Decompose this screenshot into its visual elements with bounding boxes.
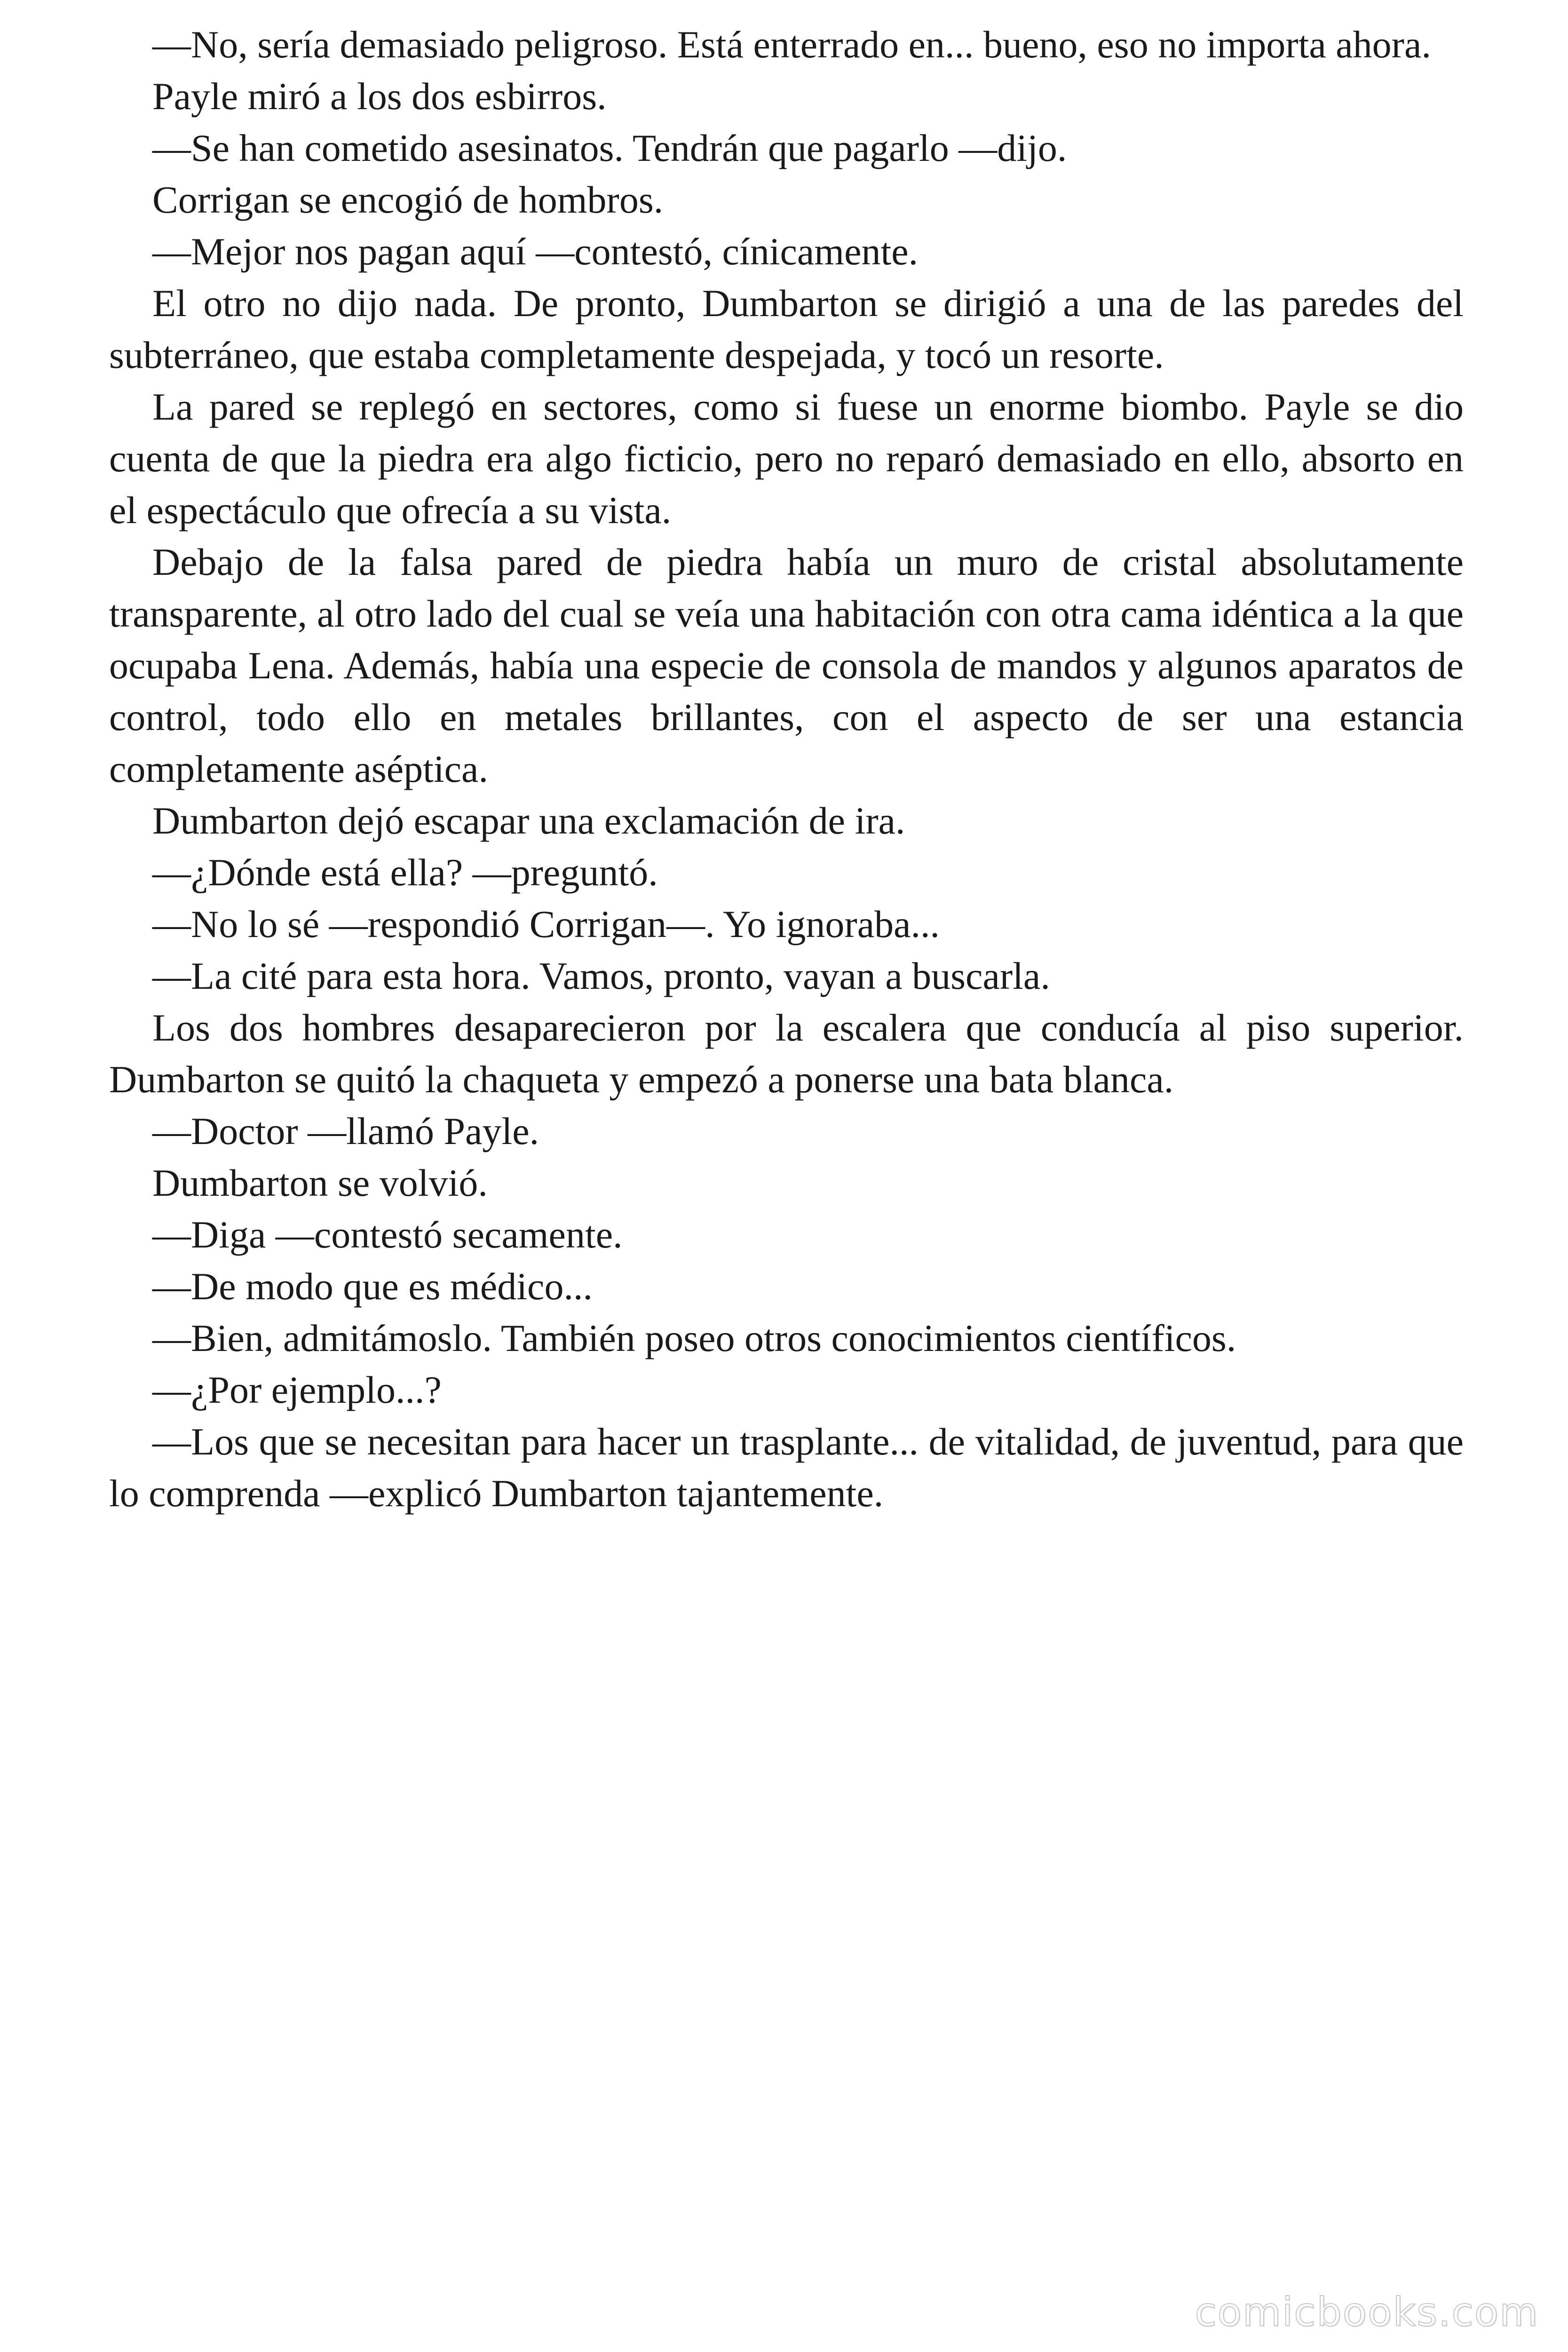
paragraph: Payle miró a los dos esbirros. [152,75,607,118]
watermark: comicbooks.com [1195,2289,1539,2335]
paragraph: Los dos hombres desaparecieron por la escalera que conducía al piso superior. Dumbarton se quitó la chaqueta y empezó a ponerse una bata blanca. [109,1006,1464,1101]
paragraph: Dumbarton se volvió. [152,1161,488,1204]
paragraph: Dumbarton dejó escapar una exclamación de ira. [152,799,905,842]
paragraph: —No lo sé —respondió Corrigan—. Yo ignoraba... [152,903,940,946]
paragraph: El otro no dijo nada. De pronto, Dumbarton se dirigió a una de las paredes del subterráneo, que estaba completamente despejada, y tocó un resorte. [109,282,1464,376]
paragraph: La pared se replegó en sectores, como si fuese un enorme biombo. Payle se dio cuenta de que la piedra era algo ficticio, pero no reparó demasiado en ello, absorto en el espectáculo que ofrecía a su vista. [109,385,1464,532]
paragraph: —De modo que es médico... [152,1265,593,1308]
paragraph: Debajo de la falsa pared de piedra había un muro de cristal absolutamente transparente, al otro lado del cual se veía una habitación con otra cama idéntica a la que ocupaba Lena. Además, había una especie de consola de mandos y algunos aparatos de control, todo ello en metales brillantes, con el aspecto de ser una estancia completamente aséptica. [109,540,1464,790]
paragraph: —Bien, admitámoslo. También poseo otros conocimientos científicos. [152,1317,1236,1359]
paragraph: —¿Por ejemplo...? [152,1368,442,1411]
paragraph: —¿Dónde está ella? —preguntó. [152,851,658,894]
paragraph: —Doctor —llamó Payle. [152,1110,539,1152]
paragraph: —Los que se necesitan para hacer un trasplante... de vitalidad, de juventud, para que lo comprenda —explicó Dumbarton tajantemente. [109,1420,1464,1515]
paragraph: Corrigan se encogió de hombros. [152,178,664,221]
paragraph: —La cité para esta hora. Vamos, pronto, vayan a buscarla. [152,954,1050,997]
paragraph: —Diga —contestó secamente. [152,1213,623,1256]
paragraph: —Se han cometido asesinatos. Tendrán que pagarlo —dijo. [152,127,1067,169]
paragraph: —No, sería demasiado peligroso. Está enterrado en... bueno, eso no importa ahora. [152,23,1431,66]
body-text [109,19,1464,1519]
paragraph: —Mejor nos pagan aquí —contestó, cínicamente. [152,230,919,273]
